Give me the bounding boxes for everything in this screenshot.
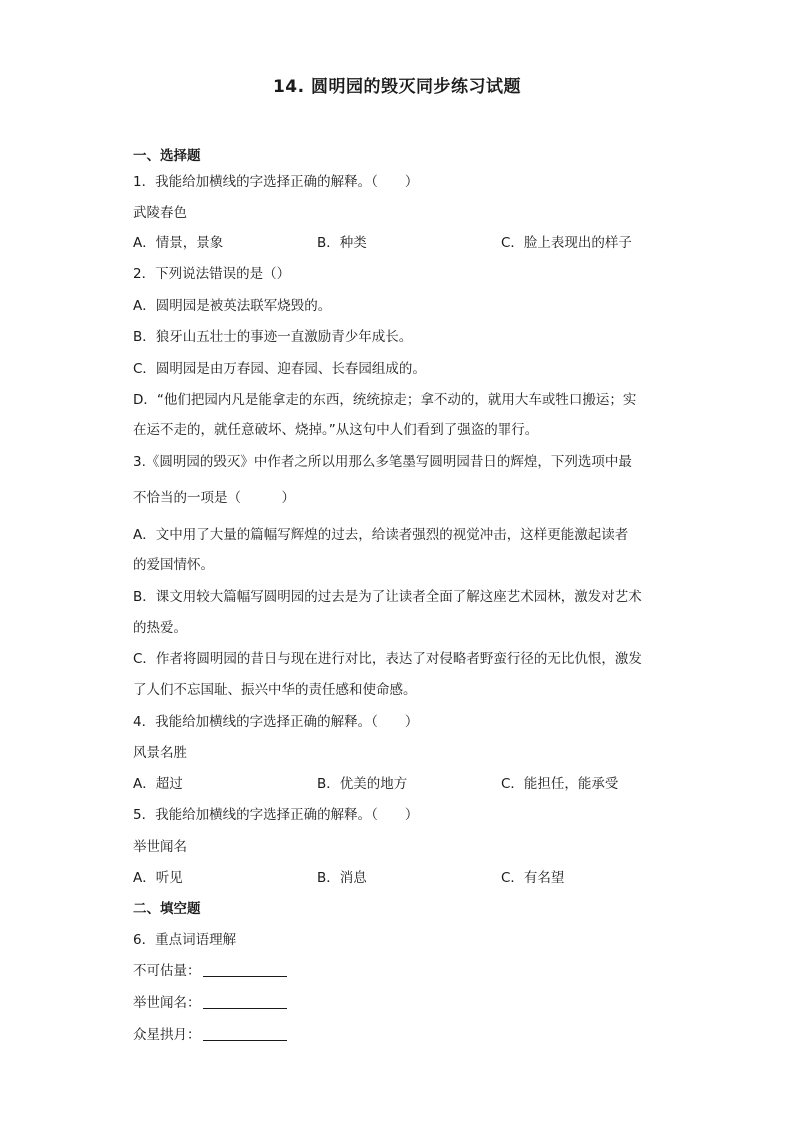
option-d-continued: 在运不走的，就任意破坏、烧掉。”从这句中人们看到了强盗的罪行。 [133, 422, 539, 438]
section-heading-choice: 一、选择题 [133, 148, 201, 164]
fill-item-label: 举世闻名： [133, 995, 201, 1011]
fill-item [133, 993, 287, 1013]
question-6-stem: 6．重点词语理解 [133, 932, 237, 948]
question-1-word: 武陵春色 [133, 205, 187, 221]
option-a: A．听见 [133, 870, 183, 886]
option-a-continued: 的爱国情怀。 [133, 557, 214, 573]
option-a: A．超过 [133, 776, 183, 792]
fill-item-label: 不可估量： [133, 963, 201, 979]
option-c-continued: 了人们不忘国耻、振兴中华的责任感和使命感。 [133, 682, 417, 698]
option-d: D．“他们把园内凡是能拿走的东西，统统掠走；拿不动的，就用大车或牲口搬运；实 [133, 392, 637, 408]
option-c: C．脸上表现出的样子 [501, 235, 632, 251]
option-b-continued: 的热爱。 [133, 620, 187, 636]
answer-blank[interactable] [203, 994, 287, 1009]
answer-blank[interactable] [203, 1026, 287, 1041]
question-5-word: 举世闻名 [133, 839, 187, 855]
option-a: A．文中用了大量的篇幅写辉煌的过去，给读者强烈的视觉冲击，这样更能激起读者 [133, 527, 629, 543]
option-b: B．狼牙山五壮士的事迹一直激励青少年成长。 [133, 329, 413, 345]
option-a: A．圆明园是被英法联军烧毁的。 [133, 298, 332, 314]
question-2-stem: 2．下列说法错误的是（） [133, 266, 291, 282]
section-heading-fill: 二、填空题 [133, 901, 201, 917]
option-b: B．课文用较大篇幅写圆明园的过去是为了让读者全面了解这座艺术园林，激发对艺术 [133, 589, 642, 605]
question-1-options [133, 233, 673, 253]
option-b: B．优美的地方 [317, 776, 408, 792]
option-c: C．作者将圆明园的昔日与现在进行对比，表达了对侵略者野蛮行径的无比仇恨，激发 [133, 651, 642, 667]
question-4-stem: 4．我能给加横线的字选择正确的解释。（ ） [133, 714, 419, 730]
question-3-stem-continued: 不恰当的一项是（ ） [133, 490, 295, 506]
option-a: A．情景，景象 [133, 235, 224, 251]
option-c: C．圆明园是由万春园、迎春园、长春园组成的。 [133, 361, 426, 377]
fill-item [133, 961, 287, 981]
answer-blank[interactable] [203, 962, 287, 977]
option-c: C．有名望 [501, 870, 565, 886]
question-4-word: 风景名胜 [133, 745, 187, 761]
question-4-options [133, 774, 673, 794]
fill-item [133, 1025, 287, 1045]
option-b: B．消息 [317, 870, 367, 886]
question-3-stem: 3.《圆明园的毁灭》中作者之所以用那么多笔墨写圆明园昔日的辉煌，下列选项中最 [133, 454, 632, 470]
question-5-stem: 5．我能给加横线的字选择正确的解释。（ ） [133, 807, 419, 823]
question-5-options [133, 868, 673, 888]
page-title: 14. 圆明园的毁灭同步练习试题 [272, 77, 522, 97]
fill-item-label: 众星拱月： [133, 1027, 201, 1043]
question-1-stem: 1．我能给加横线的字选择正确的解释。（ ） [133, 174, 419, 190]
option-c: C．能担任，能承受 [501, 776, 619, 792]
option-b: B．种类 [317, 235, 367, 251]
